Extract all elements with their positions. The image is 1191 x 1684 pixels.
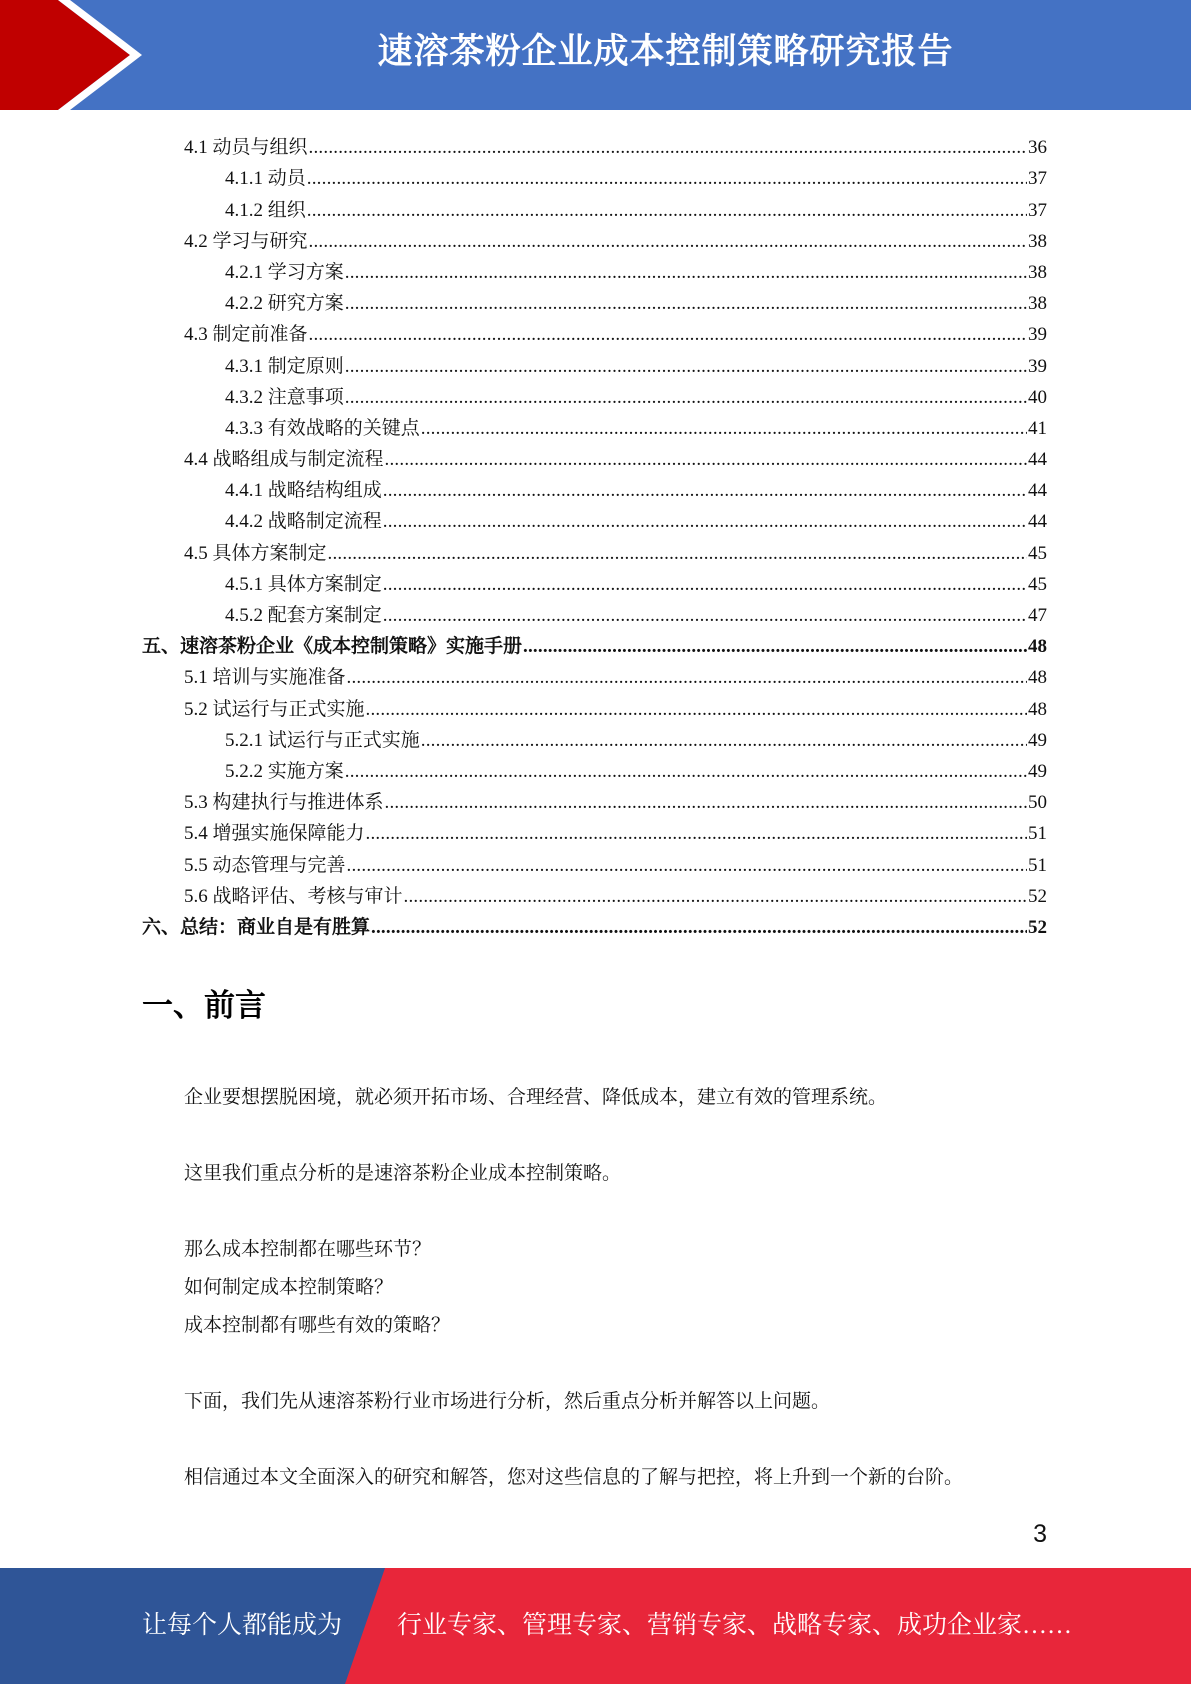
toc-dot-leader bbox=[366, 699, 1027, 721]
toc-entry-page: 44 bbox=[1028, 511, 1047, 533]
toc-dot-leader bbox=[385, 449, 1027, 471]
toc-dot-leader bbox=[404, 886, 1027, 908]
toc-dot-leader bbox=[383, 480, 1027, 502]
page-number: 3 bbox=[1033, 1520, 1047, 1548]
toc-entry-title: 4.3.3 有效战略的关键点 bbox=[225, 417, 420, 439]
toc-entry[interactable] bbox=[0, 440, 1191, 471]
toc-entry-page: 38 bbox=[1028, 261, 1047, 283]
toc-entry[interactable] bbox=[0, 222, 1191, 253]
toc-dot-leader bbox=[345, 262, 1027, 284]
toc-entry-title: 5.1 培训与实施准备 bbox=[184, 667, 346, 689]
toc-dot-leader bbox=[523, 636, 1027, 658]
toc-entry[interactable] bbox=[0, 752, 1191, 783]
toc-entry[interactable] bbox=[0, 378, 1191, 409]
body-paragraph: 那么成本控制都在哪些环节？ bbox=[184, 1239, 432, 1260]
toc-dot-leader bbox=[371, 917, 1027, 939]
footer-slogan-right: 行业专家、管理专家、营销专家、战略专家、成功企业家…… bbox=[397, 1612, 1073, 1639]
toc-entry-page: 36 bbox=[1028, 137, 1047, 159]
toc-dot-leader bbox=[328, 543, 1027, 565]
toc-dot-leader bbox=[345, 761, 1027, 783]
toc-entry[interactable] bbox=[0, 346, 1191, 377]
toc-entry-title: 4.5.1 具体方案制定 bbox=[225, 573, 382, 595]
toc-entry-page: 51 bbox=[1028, 823, 1047, 845]
toc-entry-page: 52 bbox=[1028, 885, 1047, 907]
toc-entry[interactable] bbox=[0, 502, 1191, 533]
toc-entry-page: 52 bbox=[1028, 916, 1047, 938]
toc-dot-leader bbox=[421, 418, 1027, 440]
page-header bbox=[0, 0, 1191, 110]
toc-entry-page: 49 bbox=[1028, 729, 1047, 751]
toc-entry[interactable] bbox=[0, 721, 1191, 752]
toc-entry-title: 5.2.2 实施方案 bbox=[225, 760, 344, 782]
toc-entry[interactable] bbox=[0, 689, 1191, 720]
toc-entry-page: 40 bbox=[1028, 386, 1047, 408]
toc-entry[interactable] bbox=[0, 627, 1191, 658]
toc-entry[interactable] bbox=[0, 845, 1191, 876]
toc-entry[interactable] bbox=[0, 284, 1191, 315]
toc-entry[interactable] bbox=[0, 471, 1191, 502]
toc-entry-title: 5.3 构建执行与推进体系 bbox=[184, 792, 384, 814]
toc-entry-title: 4.2 学习与研究 bbox=[184, 230, 308, 252]
toc-entry-page: 37 bbox=[1028, 199, 1047, 221]
toc-entry-title: 5.5 动态管理与完善 bbox=[184, 854, 346, 876]
toc-entry-page: 38 bbox=[1028, 230, 1047, 252]
header-chevron-decoration bbox=[0, 0, 160, 110]
toc-entry[interactable] bbox=[0, 814, 1191, 845]
toc-entry[interactable] bbox=[0, 565, 1191, 596]
toc-dot-leader bbox=[421, 730, 1027, 752]
toc-dot-leader bbox=[366, 823, 1027, 845]
red-chevron-shape bbox=[0, 0, 130, 110]
toc-entry[interactable] bbox=[0, 315, 1191, 346]
toc-entry-title: 4.1.1 动员 bbox=[225, 168, 306, 190]
toc-dot-leader bbox=[345, 356, 1027, 378]
toc-entry-title: 4.3.2 注意事项 bbox=[225, 386, 344, 408]
toc-entry-page: 38 bbox=[1028, 293, 1047, 315]
body-paragraph: 成本控制都有哪些有效的策略？ bbox=[184, 1315, 451, 1336]
toc-entry[interactable] bbox=[0, 128, 1191, 159]
toc-entry-page: 41 bbox=[1028, 417, 1047, 439]
toc-dot-leader bbox=[307, 200, 1027, 222]
toc-entry[interactable] bbox=[0, 596, 1191, 627]
toc-entry[interactable] bbox=[0, 253, 1191, 284]
toc-entry-page: 45 bbox=[1028, 573, 1047, 595]
toc-dot-leader bbox=[383, 511, 1027, 533]
body-paragraph: 如何制定成本控制策略？ bbox=[184, 1277, 394, 1298]
toc-entry-title: 5.4 增强实施保障能力 bbox=[184, 823, 365, 845]
toc-entry-title: 4.4 战略组成与制定流程 bbox=[184, 449, 384, 471]
toc-entry-title: 六、总结：商业自是有胜算 bbox=[142, 916, 371, 938]
toc-entry-page: 47 bbox=[1028, 605, 1047, 626]
toc-entry[interactable] bbox=[0, 908, 1191, 939]
body-paragraph: 下面，我们先从速溶茶粉行业市场进行分析，然后重点分析并解答以上问题。 bbox=[184, 1391, 831, 1412]
toc-dot-leader bbox=[385, 792, 1027, 814]
section-heading: 一、前言 bbox=[142, 988, 266, 1024]
toc-entry-title: 五、速溶茶粉企业《成本控制策略》实施手册 bbox=[142, 636, 523, 658]
toc-entry-page: 48 bbox=[1028, 636, 1047, 658]
toc-entry-page: 45 bbox=[1028, 542, 1047, 564]
toc-entry-page: 48 bbox=[1028, 667, 1047, 689]
toc-dot-leader bbox=[309, 324, 1027, 346]
toc-entry-title: 5.6 战略评估、考核与审计 bbox=[184, 885, 403, 907]
toc-entry-title: 4.4.2 战略制定流程 bbox=[225, 511, 382, 533]
toc-entry-page: 51 bbox=[1028, 854, 1047, 876]
toc-entry-title: 5.2.1 试运行与正式实施 bbox=[225, 729, 420, 751]
footer-slogan-left: 让每个人都能成为 bbox=[142, 1612, 343, 1639]
toc-dot-leader bbox=[383, 574, 1027, 596]
toc-entry-title: 4.3.1 制定原则 bbox=[225, 355, 344, 377]
toc-entry[interactable] bbox=[0, 409, 1191, 440]
toc-entry[interactable] bbox=[0, 190, 1191, 221]
toc-entry-title: 4.4.1 战略结构组成 bbox=[225, 480, 382, 502]
toc-entry[interactable] bbox=[0, 159, 1191, 190]
toc-entry-title: 4.2.1 学习方案 bbox=[225, 261, 344, 283]
toc-entry[interactable] bbox=[0, 658, 1191, 689]
toc-entry-title: 5.2 试运行与正式实施 bbox=[184, 698, 365, 720]
toc-entry-page: 44 bbox=[1028, 449, 1047, 471]
toc-entry-page: 49 bbox=[1028, 760, 1047, 782]
page-title: 速溶茶粉企业成本控制策略研究报告 bbox=[377, 32, 954, 72]
table-of-contents bbox=[0, 128, 1191, 939]
toc-dot-leader bbox=[309, 231, 1027, 253]
toc-dot-leader bbox=[347, 667, 1027, 689]
toc-entry[interactable] bbox=[0, 877, 1191, 908]
toc-entry-title: 4.2.2 研究方案 bbox=[225, 293, 344, 315]
toc-entry-title: 4.5 具体方案制定 bbox=[184, 542, 327, 564]
body-paragraph: 这里我们重点分析的是速溶茶粉企业成本控制策略。 bbox=[184, 1163, 622, 1184]
toc-entry-page: 44 bbox=[1028, 480, 1047, 502]
toc-dot-leader bbox=[345, 387, 1027, 409]
toc-entry-title: 4.1.2 组织 bbox=[225, 199, 306, 221]
toc-entry-title: 4.5.2 配套方案制定 bbox=[225, 605, 382, 626]
toc-entry[interactable] bbox=[0, 783, 1191, 814]
toc-entry[interactable] bbox=[0, 533, 1191, 564]
toc-entry-page: 37 bbox=[1028, 168, 1047, 190]
toc-entry-title: 4.3 制定前准备 bbox=[184, 324, 308, 346]
toc-dot-leader bbox=[347, 855, 1027, 877]
toc-entry-page: 39 bbox=[1028, 355, 1047, 377]
toc-dot-leader bbox=[309, 137, 1027, 159]
toc-entry-title: 4.1 动员与组织 bbox=[184, 137, 308, 159]
toc-dot-leader bbox=[307, 168, 1027, 190]
toc-entry-page: 48 bbox=[1028, 698, 1047, 720]
body-paragraph: 企业要想摆脱困境，就必须开拓市场、合理经营、降低成本，建立有效的管理系统。 bbox=[184, 1087, 888, 1108]
toc-dot-leader bbox=[345, 293, 1027, 315]
page-footer bbox=[0, 1568, 1191, 1684]
toc-entry-page: 50 bbox=[1028, 792, 1047, 814]
toc-dot-leader bbox=[383, 605, 1027, 627]
toc-entry-page: 39 bbox=[1028, 324, 1047, 346]
body-paragraph: 相信通过本文全面深入的研究和解答，您对这些信息的了解与把控，将上升到一个新的台阶。 bbox=[184, 1467, 964, 1488]
